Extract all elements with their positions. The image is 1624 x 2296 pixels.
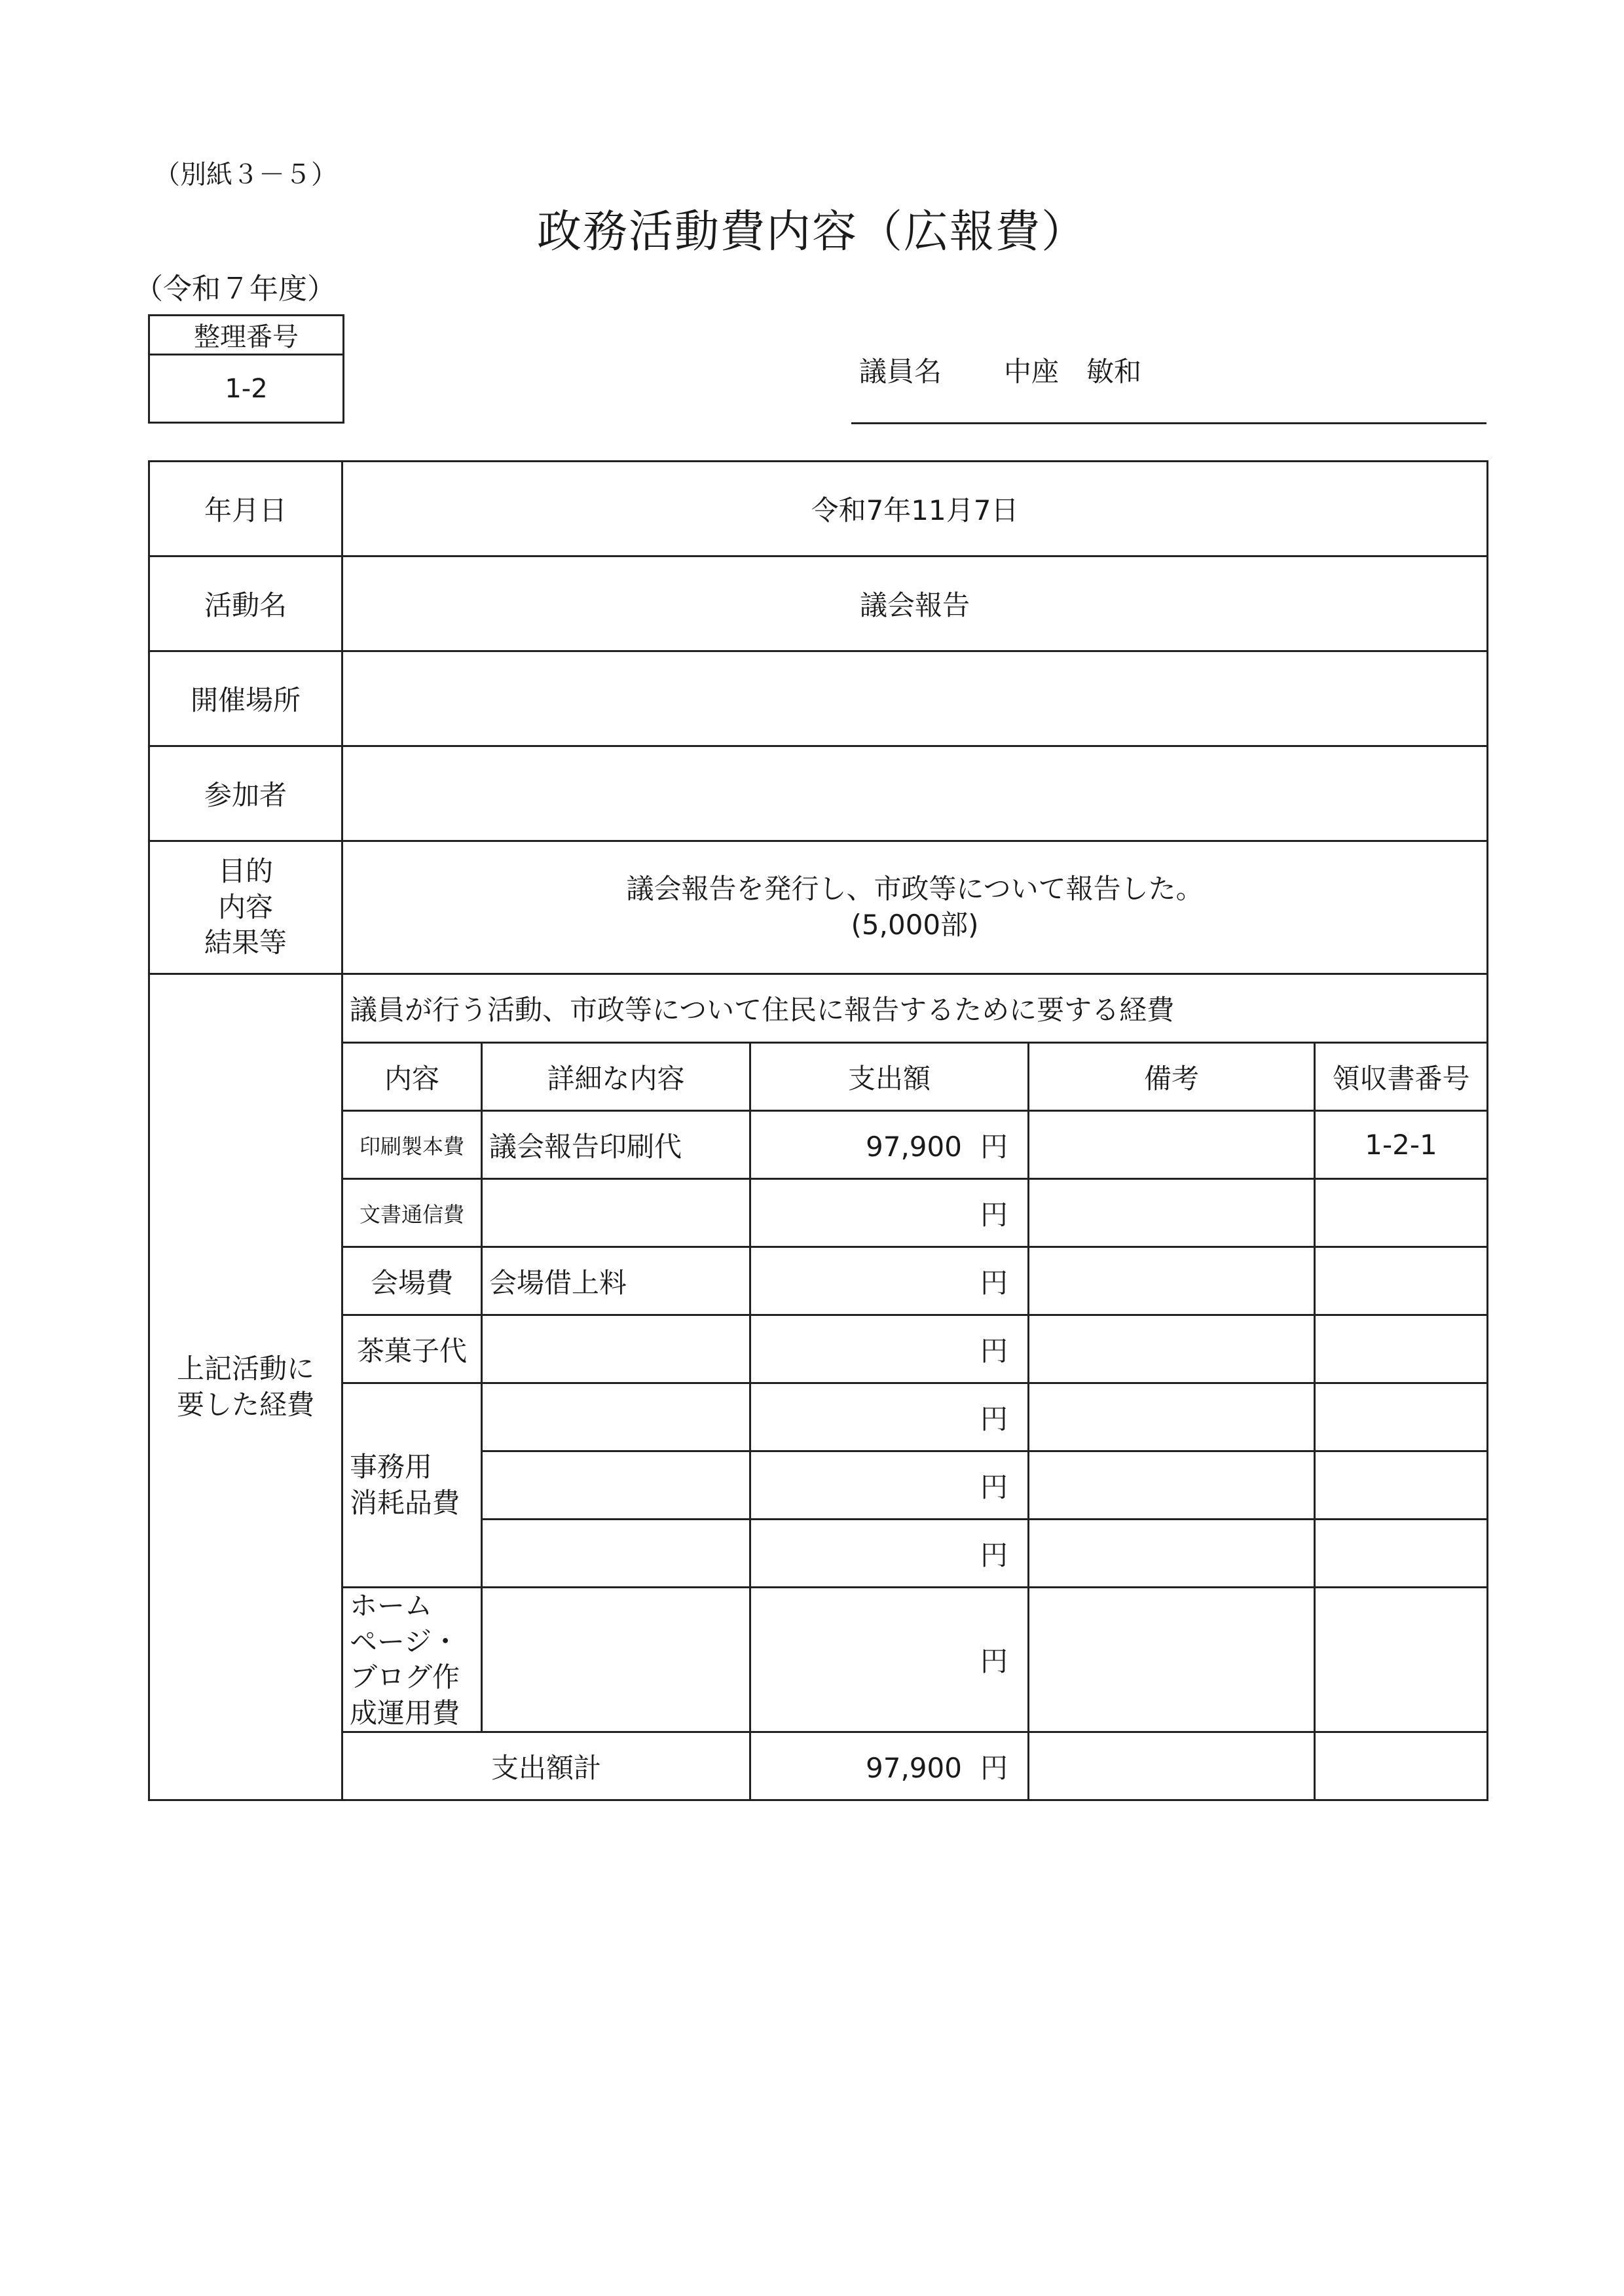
category-line: ブログ作 [350,1661,460,1694]
expense-row-printing [149,1111,1488,1179]
expense-description: 議員が行う活動、市政等について住民に報告するために要する経費 [342,974,1488,1043]
row-purpose [149,841,1488,974]
participants-value [342,746,1488,841]
expense-category: 茶菓子代 [342,1315,482,1383]
expense-receipt [1315,1588,1488,1732]
expense-amount [750,1383,1029,1451]
page-title: 政務活動費内容（広報費） [536,206,1087,258]
expense-section-label-line: 上記活動に [176,1353,314,1385]
expense-category: 会場費 [342,1247,482,1315]
expense-row-venue [149,1247,1488,1315]
expense-section-label [149,974,342,1800]
seiri-value: 1-2 [149,355,344,423]
date-value: 令和7年11月7日 [342,462,1488,556]
expense-row-communication [149,1179,1488,1247]
expense-note [1029,1520,1315,1588]
expense-detail: 議会報告印刷代 [482,1111,750,1179]
total-row [149,1732,1488,1800]
total-label: 支出額計 [342,1732,750,1800]
expense-category: 印刷製本費 [342,1111,482,1179]
office-supplies-category [342,1383,482,1588]
member-underline [851,422,1486,424]
venue-value [342,651,1488,746]
homepage-category [342,1588,482,1732]
participants-label: 参加者 [149,746,342,841]
expense-note [1029,1315,1315,1383]
col-header-detail: 詳細な内容 [482,1043,750,1111]
expense-detail [482,1315,750,1383]
total-receipt [1315,1732,1488,1800]
total-note [1029,1732,1315,1800]
purpose-value [342,841,1488,974]
total-amount-number: 97,900 [866,1751,962,1784]
yen-unit: 円 [980,1470,1008,1503]
expense-amount [750,1588,1029,1732]
date-label: 年月日 [149,462,342,556]
expense-receipt [1315,1451,1488,1520]
expense-receipt [1315,1179,1488,1247]
yen-unit: 円 [980,1130,1008,1163]
expense-note [1029,1247,1315,1315]
venue-label: 開催場所 [149,651,342,746]
fiscal-year: （令和７年度） [134,272,336,306]
expense-receipt [1315,1520,1488,1588]
activity-table [148,460,1488,1801]
expense-detail [482,1179,750,1247]
category-line: 消耗品費 [350,1486,460,1519]
purpose-label-line: 内容 [217,890,273,923]
category-line: 事務用 [350,1450,433,1483]
expense-amount [750,1179,1029,1247]
purpose-label-line: 目的 [217,855,273,888]
expense-amount [750,1247,1029,1315]
expense-note [1029,1588,1315,1732]
row-expense-description [149,974,1488,1043]
yen-unit: 円 [980,1198,1008,1231]
member-label: 議員名 [859,355,942,388]
col-header-receipt: 領収書番号 [1315,1043,1488,1111]
expense-category: 文書通信費 [342,1179,482,1247]
row-date [149,462,1488,556]
expense-amount [750,1451,1029,1520]
expense-receipt: 1-2-1 [1315,1111,1488,1179]
expense-receipt [1315,1247,1488,1315]
yen-unit: 円 [980,1751,1008,1784]
total-amount [750,1732,1029,1800]
purpose-line: 議会報告を発行し、市政等について報告した。 [626,873,1204,905]
yen-unit: 円 [980,1539,1008,1571]
row-participants [149,746,1488,841]
activity-value: 議会報告 [342,556,1488,651]
purpose-line: (5,000部) [851,909,979,941]
yen-unit: 円 [980,1334,1008,1367]
col-header-amount: 支出額 [750,1043,1029,1111]
expense-header-row [149,1043,1488,1111]
purpose-label-line: 結果等 [204,926,287,959]
expense-detail: 会場借上料 [482,1247,750,1315]
category-line: ホーム [350,1590,433,1622]
expense-note [1029,1451,1315,1520]
category-line: ページ・ [350,1625,460,1658]
expense-section-label-line: 要した経費 [176,1388,314,1421]
expense-detail [482,1520,750,1588]
expense-receipt [1315,1315,1488,1383]
col-header-content: 内容 [342,1043,482,1111]
expense-amount [750,1111,1029,1179]
expense-receipt [1315,1383,1488,1451]
yen-unit: 円 [980,1266,1008,1299]
col-header-note: 備考 [1029,1043,1315,1111]
expense-row-refreshments [149,1315,1488,1383]
yen-unit: 円 [980,1645,1008,1678]
seiri-label: 整理番号 [149,316,344,355]
expense-amount [750,1315,1029,1383]
activity-label: 活動名 [149,556,342,651]
purpose-label [149,841,342,974]
expense-note [1029,1111,1315,1179]
yen-unit: 円 [980,1402,1008,1435]
document-reference: （別紙３－５） [154,160,337,190]
member-name-line [859,350,1141,390]
category-line: 成運用費 [350,1696,460,1729]
expense-row-office-supplies-1 [149,1383,1488,1451]
amount-number: 97,900 [866,1130,962,1163]
expense-row-homepage [149,1588,1488,1732]
expense-detail [482,1383,750,1451]
row-activity [149,556,1488,651]
member-name: 中座 敏和 [1004,355,1142,388]
expense-detail [482,1451,750,1520]
row-venue [149,651,1488,746]
seiri-number-box [148,314,344,424]
expense-note [1029,1383,1315,1451]
expense-detail [482,1588,750,1732]
expense-amount [750,1520,1029,1588]
expense-note [1029,1179,1315,1247]
